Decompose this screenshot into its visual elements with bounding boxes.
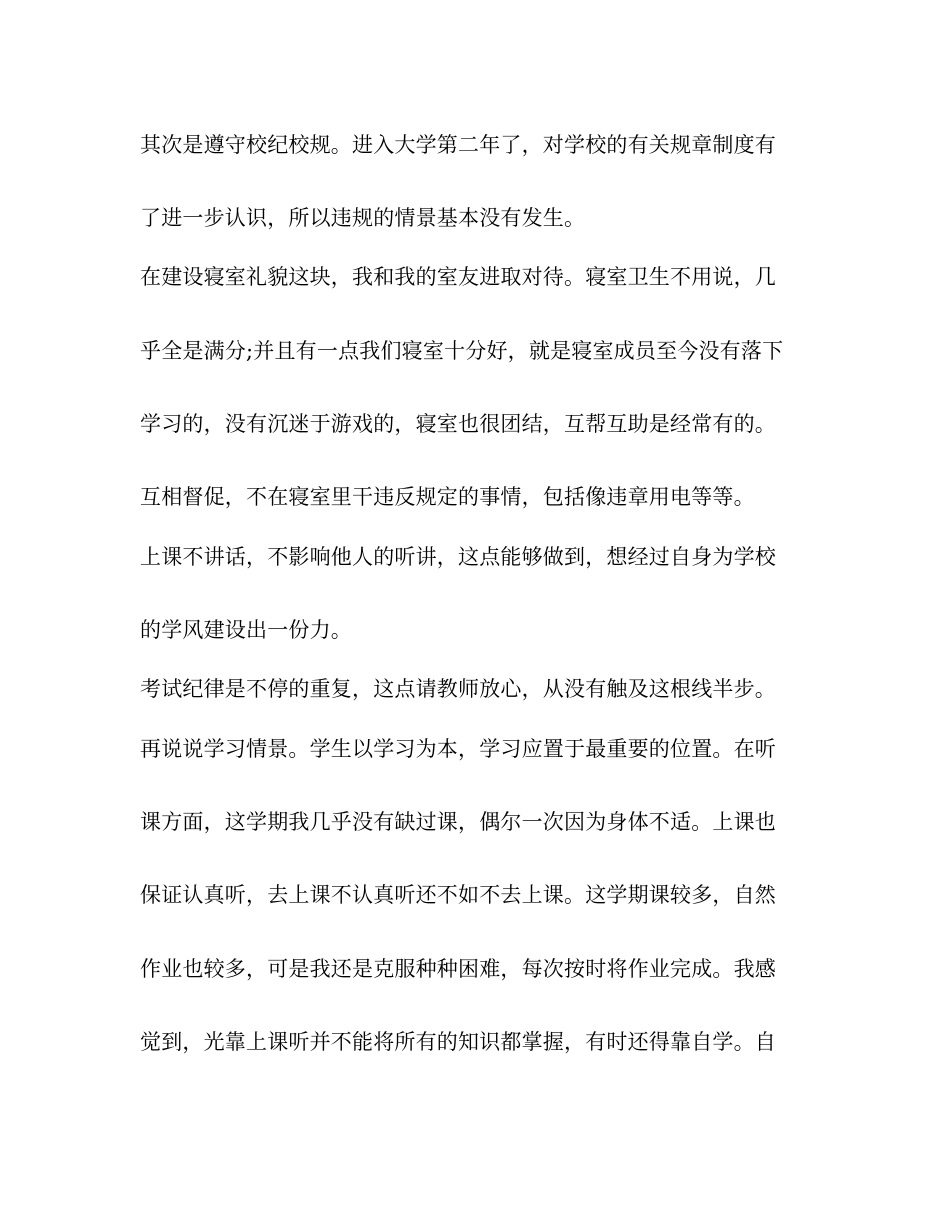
text-line-13: 作业也较多，可是我还是克服种种困难，每次按时将作业完成。我感 xyxy=(140,957,776,981)
text-line-7: 上课不讲话，不影响他人的听讲，这点能够做到，想经过自身为学校 xyxy=(140,545,776,569)
text-line-6: 互相督促，不在寝室里干违反规定的事情，包括像违章用电等等。 xyxy=(140,485,755,509)
text-line-8: 的学风建设出一份力。 xyxy=(140,618,352,642)
text-line-9: 考试纪律是不停的重复，这点请教师放心，从没有触及这根线半步。 xyxy=(140,677,776,701)
text-line-10: 再说说学习情景。学生以学习为本，学习应置于最重要的位置。在听 xyxy=(140,737,776,761)
text-line-3: 在建设寝室礼貌这块，我和我的室友进取对待。寝室卫生不用说，几 xyxy=(140,265,776,289)
text-line-5: 学习的，没有沉迷于游戏的，寝室也很团结，互帮互助是经常有的。 xyxy=(140,412,776,436)
text-line-12: 保证认真听，去上课不认真听还不如不去上课。这学期课较多，自然 xyxy=(140,883,776,907)
text-line-14: 觉到，光靠上课听并不能将所有的知识都掌握，有时还得靠自学。自 xyxy=(140,1030,776,1054)
text-line-11: 课方面，这学期我几乎没有缺过课，偶尔一次因为身体不适。上课也 xyxy=(140,810,776,834)
text-line-2: 了进一步认识，所以违规的情景基本没有发生。 xyxy=(140,206,586,230)
text-line-1: 其次是遵守校纪校规。进入大学第二年了，对学校的有关规章制度有 xyxy=(140,133,776,157)
text-line-4: 乎全是满分;并且有一点我们寝室十分好，就是寝室成员至今没有落下 xyxy=(140,339,784,363)
